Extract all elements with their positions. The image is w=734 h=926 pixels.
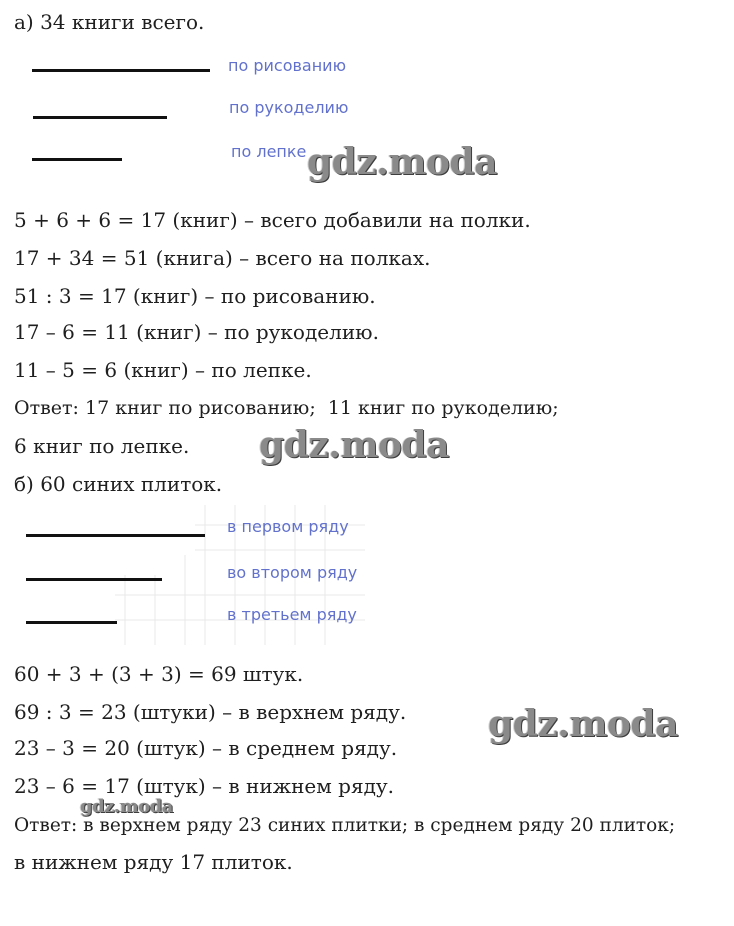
calc-line: 17 + 34 = 51 (книга) – всего на полках. — [14, 246, 431, 270]
watermark-small: gdz.moda — [80, 796, 173, 817]
answer-line: Ответ: 17 книг по рисованию; 11 книг по рукоделию; — [14, 397, 559, 419]
calc-line: 11 – 5 = 6 (книг) – по лепке. — [14, 358, 312, 382]
diagram-label-handicraft: по рукоделию — [229, 98, 349, 117]
calc-line: 60 + 3 + (3 + 3) = 69 штук. — [14, 662, 304, 686]
diagram-bar-drawing — [32, 69, 210, 72]
calc-line: 23 – 3 = 20 (штук) – в среднем ряду. — [14, 736, 398, 760]
diagram-label-drawing: по рисованию — [228, 56, 347, 75]
calc-line: 51 : 3 = 17 (книг) – по рисованию. — [14, 284, 376, 308]
answer-line: 6 книг по лепке. — [14, 434, 190, 458]
diagram-bar-third-row — [26, 621, 117, 624]
calc-line: 69 : 3 = 23 (штуки) – в верхнем ряду. — [14, 700, 407, 724]
part-a-heading: а) 34 книги всего. — [14, 10, 205, 34]
diagram-bar-first-row — [26, 534, 205, 537]
diagram-bar-modeling — [32, 158, 122, 161]
calc-line: 5 + 6 + 6 = 17 (книг) – всего добавили на полки. — [14, 208, 531, 232]
watermark: gdz.moda — [488, 703, 678, 745]
calc-line: 17 – 6 = 11 (книг) – по рукоделию. — [14, 320, 379, 344]
diagram-label-modeling: по лепке — [231, 142, 307, 161]
diagram-label-first-row: в первом ряду — [227, 517, 349, 536]
diagram-label-second-row: во втором ряду — [227, 563, 358, 582]
watermark: gdz.moda — [259, 424, 449, 466]
diagram-bar-second-row — [26, 578, 162, 581]
calc-line: 23 – 6 = 17 (штук) – в нижнем ряду. — [14, 774, 395, 798]
answer-line: Ответ: в верхнем ряду 23 синих плитки; в среднем ряду 20 плиток; — [14, 815, 676, 836]
diagram-bar-handicraft — [33, 116, 167, 119]
part-b-heading: б) 60 синих плиток. — [14, 472, 223, 496]
diagram-label-third-row: в третьем ряду — [227, 605, 357, 624]
watermark: gdz.moda — [307, 141, 497, 183]
answer-line: в нижнем ряду 17 плиток. — [14, 850, 293, 874]
